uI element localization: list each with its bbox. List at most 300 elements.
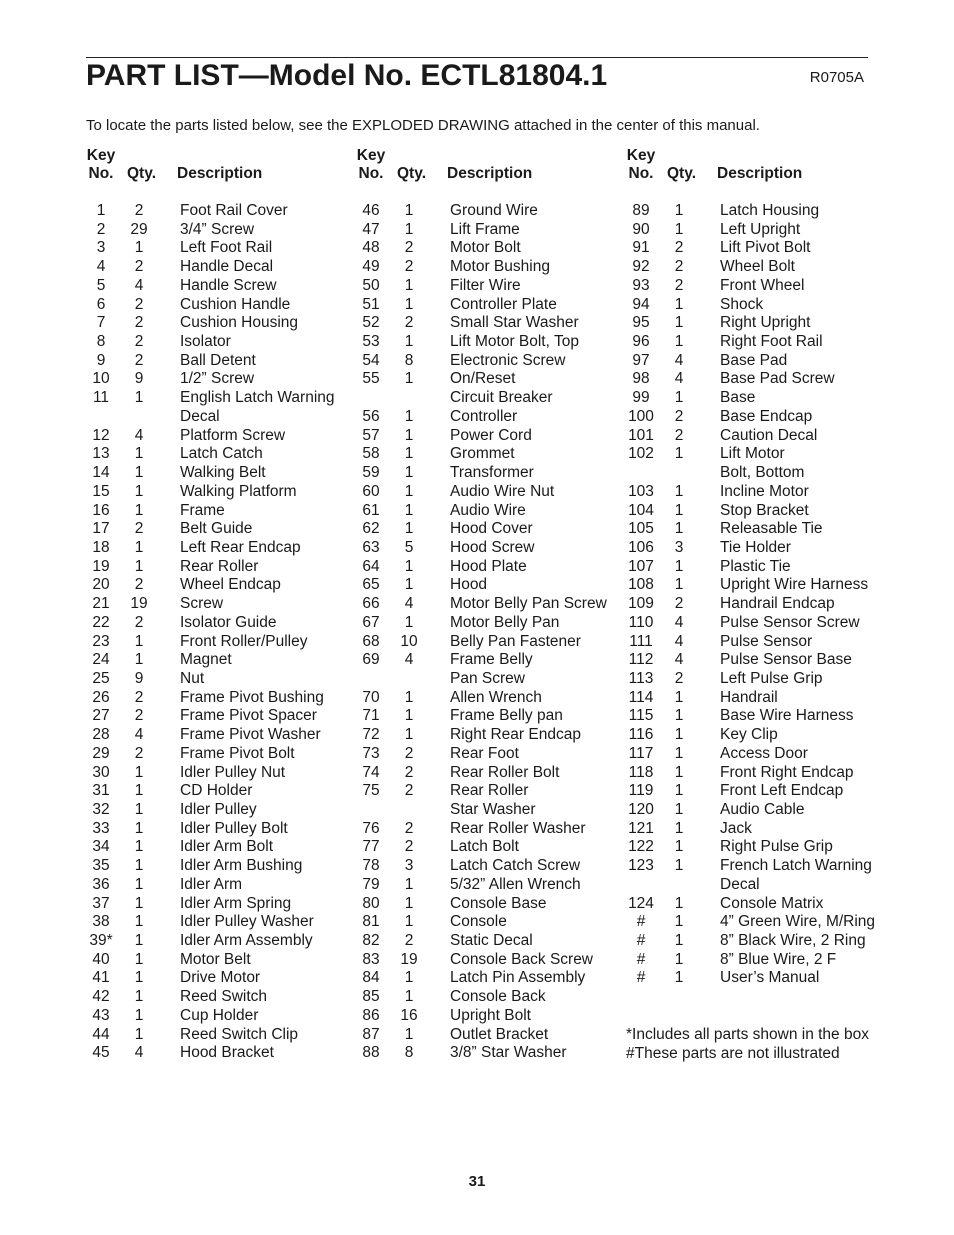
part-key: # (636, 950, 646, 968)
list-item (626, 633, 906, 652)
part-key: 30 (92, 763, 110, 781)
part-key: 79 (362, 875, 380, 893)
list-item (356, 502, 636, 521)
part-description: Idler Arm Bushing (180, 857, 303, 875)
part-description: Hood Cover (450, 520, 533, 538)
part-qty: 1 (674, 314, 684, 332)
part-qty: 2 (134, 295, 144, 313)
part-key: 47 (362, 220, 380, 238)
list-item (356, 651, 636, 670)
part-qty: 19 (400, 950, 418, 968)
list-item (86, 296, 366, 315)
part-key: 68 (362, 632, 380, 650)
part-qty: 1 (674, 819, 684, 837)
part-qty: 1 (674, 501, 684, 519)
part-description: Lift Motor Bolt, Top (450, 333, 579, 351)
part-key: 42 (92, 988, 110, 1006)
part-key: # (636, 913, 646, 931)
part-description: 8” Blue Wire, 2 F (720, 950, 837, 968)
part-description: Front Wheel (720, 276, 805, 294)
list-item (86, 352, 366, 371)
part-qty: 1 (404, 426, 414, 444)
part-description: Frame Belly pan (450, 707, 563, 725)
part-description: Grommet (450, 445, 515, 463)
list-item (626, 651, 906, 670)
part-key: 55 (362, 370, 380, 388)
part-qty: 1 (134, 838, 144, 856)
parts-column-1 (86, 147, 366, 1062)
part-key: 49 (362, 258, 380, 276)
part-qty: 1 (674, 744, 684, 762)
part-description: Star Washer (450, 801, 536, 818)
part-description: Console Matrix (720, 894, 824, 912)
part-key: 92 (632, 258, 650, 276)
part-qty: 2 (134, 202, 144, 219)
list-item (626, 352, 906, 371)
description-header: Description (177, 165, 263, 182)
part-key: 90 (632, 220, 650, 238)
part-description: 5/32” Allen Wrench (450, 875, 581, 893)
part-qty: 1 (674, 969, 684, 987)
list-item (356, 633, 636, 652)
part-qty: 1 (404, 520, 414, 538)
part-qty: 4 (404, 651, 414, 669)
part-description: Latch Catch Screw (450, 857, 581, 875)
list-item (86, 314, 366, 333)
part-key: 70 (362, 688, 380, 706)
part-description: Right Pulse Grip (720, 838, 833, 856)
list-item (86, 277, 366, 296)
part-description: Static Decal (450, 932, 533, 950)
description-header: Description (717, 165, 803, 182)
list-item (86, 764, 366, 783)
part-description: Left Upright (720, 220, 801, 238)
part-qty: 1 (674, 801, 684, 818)
part-description: Idler Pulley Washer (180, 913, 314, 931)
part-description: Handrail (720, 688, 778, 706)
list-item (86, 483, 366, 502)
part-key: 17 (92, 520, 110, 538)
list-item (86, 932, 366, 951)
qty-header: Qty. (667, 165, 696, 182)
part-description: Power Cord (450, 426, 532, 444)
part-qty: 1 (404, 988, 414, 1006)
part-qty: 1 (674, 707, 684, 725)
part-key: 97 (632, 351, 650, 369)
list-item (86, 333, 366, 352)
part-key: 51 (362, 295, 380, 313)
part-key: 113 (628, 669, 654, 687)
part-qty: 1 (404, 894, 414, 912)
part-description: Left Pulse Grip (720, 669, 823, 687)
part-key: 96 (632, 333, 650, 351)
parts-column-2 (356, 147, 636, 1062)
part-qty: 2 (674, 258, 684, 276)
part-key: 94 (632, 295, 650, 313)
part-key: 82 (362, 932, 380, 950)
list-item (86, 464, 366, 483)
part-qty: 1 (134, 632, 144, 650)
part-key: 27 (92, 707, 110, 725)
list-item (626, 408, 906, 427)
list-item (86, 857, 366, 876)
part-description: Hood Bracket (180, 1044, 274, 1062)
list-item (356, 202, 636, 221)
part-qty: 9 (134, 370, 144, 388)
list-item (86, 520, 366, 539)
part-qty: 1 (674, 894, 684, 912)
list-item (86, 1044, 366, 1063)
part-key: 8 (96, 333, 106, 351)
part-qty: 4 (674, 613, 684, 631)
part-description: Wheel Bolt (720, 258, 795, 276)
part-key: 63 (362, 538, 380, 556)
part-key: 71 (362, 707, 380, 725)
list-item (86, 539, 366, 558)
part-qty: 2 (404, 258, 414, 276)
part-description: Base Wire Harness (720, 707, 854, 725)
part-qty: 2 (134, 351, 144, 369)
part-key: 91 (632, 239, 650, 257)
part-qty: 2 (404, 314, 414, 332)
list-item (86, 745, 366, 764)
list-item (86, 202, 366, 221)
part-key: 38 (92, 913, 110, 931)
part-key: 102 (628, 445, 654, 463)
part-key: 122 (628, 838, 654, 856)
list-item (356, 520, 636, 539)
list-item (86, 707, 366, 726)
part-qty: 2 (674, 426, 684, 444)
part-qty: 1 (404, 333, 414, 351)
part-description: Latch Pin Assembly (450, 969, 586, 987)
part-description: Audio Wire (450, 501, 526, 519)
part-description: Frame Pivot Spacer (180, 707, 317, 725)
part-key: 39* (89, 932, 113, 950)
list-item (356, 576, 636, 595)
list-item (356, 969, 636, 988)
list-item (626, 221, 906, 240)
part-key: 37 (92, 894, 110, 912)
list-item (356, 782, 636, 801)
part-qty: 29 (130, 220, 148, 238)
part-qty: 2 (404, 239, 414, 257)
key-header-line1: Key (356, 147, 386, 164)
part-qty: 1 (674, 932, 684, 950)
part-key: # (636, 932, 646, 950)
part-key: 56 (362, 407, 380, 425)
key-header-line2: No. (628, 165, 654, 182)
part-key: 123 (628, 857, 654, 875)
part-key: 85 (362, 988, 380, 1006)
part-description: French Latch Warning (720, 857, 872, 875)
part-description: Front Left Endcap (720, 782, 844, 800)
part-key: 32 (92, 801, 110, 818)
part-description: Stop Bracket (720, 501, 809, 519)
part-key: 52 (362, 314, 380, 332)
part-key: 104 (628, 501, 654, 519)
part-description: English Latch Warning (180, 389, 335, 407)
list-item (626, 670, 906, 689)
part-key: 108 (628, 576, 654, 594)
part-description: Motor Bolt (450, 239, 521, 257)
part-qty: 1 (674, 782, 684, 800)
list-item (86, 614, 366, 633)
part-qty: 1 (674, 220, 684, 238)
part-description: Motor Belly Pan Screw (450, 595, 607, 613)
part-key: 48 (362, 239, 380, 257)
part-description: Key Clip (720, 726, 778, 744)
list-item (86, 221, 366, 240)
part-description: Circuit Breaker (450, 389, 553, 407)
part-key: 110 (628, 613, 654, 631)
part-qty: 2 (404, 932, 414, 950)
parts-rows (626, 202, 906, 988)
part-key: 95 (632, 314, 650, 332)
list-item (626, 464, 906, 483)
part-description: Pan Screw (450, 669, 525, 687)
list-item (356, 221, 636, 240)
part-qty: 2 (674, 407, 684, 425)
list-item (356, 427, 636, 446)
part-key: 36 (92, 875, 110, 893)
part-qty: 1 (404, 482, 414, 500)
part-qty: 4 (674, 632, 684, 650)
part-key: 21 (92, 595, 110, 613)
list-item (626, 782, 906, 801)
list-item (356, 801, 636, 820)
part-qty: 1 (674, 838, 684, 856)
part-description: Ball Detent (180, 351, 256, 369)
part-description: Right Foot Rail (720, 333, 823, 351)
part-key: 111 (629, 632, 653, 650)
part-description: Belt Guide (180, 520, 253, 538)
part-description: Controller (450, 407, 518, 425)
part-key: 14 (92, 464, 110, 482)
part-key: 4 (96, 258, 106, 276)
part-description: 4” Green Wire, M/Ring (720, 913, 876, 931)
part-description: Audio Cable (720, 801, 805, 818)
part-description: Cushion Handle (180, 295, 291, 313)
part-qty: 1 (134, 988, 144, 1006)
part-description: Left Rear Endcap (180, 538, 301, 556)
part-description: CD Holder (180, 782, 253, 800)
part-description: Decal (180, 407, 220, 425)
list-item (86, 895, 366, 914)
part-key: 118 (628, 763, 654, 781)
part-qty: 1 (404, 557, 414, 575)
part-description: Base Pad Screw (720, 370, 835, 388)
part-qty: 1 (134, 651, 144, 669)
key-header (356, 147, 386, 183)
part-key: 41 (92, 969, 110, 987)
part-key: 3 (96, 239, 106, 257)
part-key: 81 (362, 913, 380, 931)
list-item (86, 838, 366, 857)
list-item (86, 876, 366, 895)
list-item (626, 969, 906, 988)
part-key: 1 (96, 202, 106, 219)
part-key: 19 (92, 557, 110, 575)
part-description: Pulse Sensor Screw (720, 613, 860, 631)
part-key: 50 (362, 276, 380, 294)
part-qty: 1 (134, 913, 144, 931)
part-description: 3/8” Star Washer (450, 1044, 567, 1062)
part-key: 72 (362, 726, 380, 744)
part-description: Controller Plate (450, 295, 557, 313)
intro-text: To locate the parts listed below, see the EXPLODED DRAWING attached in the center of this manual. (86, 117, 760, 134)
part-qty: 1 (134, 239, 144, 257)
key-header-line2: No. (88, 165, 114, 182)
list-item (86, 576, 366, 595)
part-qty: 1 (404, 501, 414, 519)
list-item (356, 558, 636, 577)
part-qty: 8 (404, 1044, 414, 1062)
part-key: 112 (628, 651, 654, 669)
part-qty: 2 (404, 819, 414, 837)
part-description: On/Reset (450, 370, 516, 388)
part-key: 20 (92, 576, 110, 594)
list-item (626, 333, 906, 352)
column-header (626, 147, 906, 184)
part-qty: 2 (674, 595, 684, 613)
list-item (626, 202, 906, 221)
part-key: 34 (92, 838, 110, 856)
list-item (86, 502, 366, 521)
part-key: 59 (362, 464, 380, 482)
part-description: Wheel Endcap (180, 576, 281, 594)
list-item (626, 801, 906, 820)
part-description: Handrail Endcap (720, 595, 835, 613)
part-description: Frame Pivot Bushing (180, 688, 324, 706)
part-key: 61 (362, 501, 380, 519)
part-key: 73 (362, 744, 380, 762)
list-item (626, 726, 906, 745)
part-qty: 1 (404, 613, 414, 631)
list-item (356, 988, 636, 1007)
part-key: 46 (362, 202, 380, 219)
part-qty: 2 (134, 613, 144, 631)
part-qty: 1 (134, 538, 144, 556)
part-description: Frame Pivot Bolt (180, 744, 295, 762)
part-qty: 1 (404, 276, 414, 294)
part-qty: 1 (404, 220, 414, 238)
part-key: 83 (362, 950, 380, 968)
part-qty: 1 (404, 913, 414, 931)
part-description: Hood Plate (450, 557, 527, 575)
part-description: 1/2” Screw (180, 370, 255, 388)
part-qty: 1 (404, 688, 414, 706)
part-qty: 2 (134, 333, 144, 351)
list-item (626, 427, 906, 446)
list-item (356, 689, 636, 708)
part-qty: 2 (134, 707, 144, 725)
part-key: 76 (362, 819, 380, 837)
list-item (626, 389, 906, 408)
part-qty: 1 (674, 333, 684, 351)
list-item (356, 239, 636, 258)
part-key: 57 (362, 426, 380, 444)
part-description: Frame (180, 501, 225, 519)
part-qty: 1 (674, 688, 684, 706)
list-item (86, 782, 366, 801)
list-item (626, 370, 906, 389)
part-description: Base (720, 389, 756, 407)
part-key: 78 (362, 857, 380, 875)
part-key: 44 (92, 1025, 110, 1043)
list-item (356, 333, 636, 352)
part-key: 69 (362, 651, 380, 669)
part-key: 2 (96, 220, 106, 238)
part-qty: 4 (674, 370, 684, 388)
part-qty: 1 (134, 950, 144, 968)
part-qty: 1 (674, 445, 684, 463)
part-description: Lift Pivot Bolt (720, 239, 811, 257)
part-key: 10 (92, 370, 110, 388)
part-description: Walking Platform (180, 482, 297, 500)
part-qty: 1 (134, 894, 144, 912)
list-item (356, 895, 636, 914)
part-qty: 1 (134, 557, 144, 575)
list-item (626, 951, 906, 970)
part-description: Rear Roller Washer (450, 819, 586, 837)
part-description: Latch Catch (180, 445, 263, 463)
part-description: Screw (180, 595, 224, 613)
part-description: Base Endcap (720, 407, 813, 425)
part-description: Releasable Tie (720, 520, 823, 538)
list-item (356, 277, 636, 296)
part-description: 8” Black Wire, 2 Ring (720, 932, 866, 950)
list-item (356, 932, 636, 951)
part-description: Nut (180, 669, 205, 687)
list-item (356, 464, 636, 483)
part-description: Allen Wrench (450, 688, 542, 706)
part-description: 3/4” Screw (180, 220, 255, 238)
list-item (626, 614, 906, 633)
list-item (626, 296, 906, 315)
part-qty: 1 (404, 464, 414, 482)
part-qty: 1 (134, 501, 144, 519)
list-item (356, 1026, 636, 1045)
part-qty: 4 (674, 351, 684, 369)
column-header (356, 147, 636, 184)
key-header-line1: Key (86, 147, 116, 164)
part-description: Access Door (720, 744, 808, 762)
list-item (86, 633, 366, 652)
part-qty: 1 (674, 482, 684, 500)
part-key: 40 (92, 950, 110, 968)
part-qty: 5 (404, 538, 414, 556)
list-item (86, 670, 366, 689)
part-key: 45 (92, 1044, 110, 1062)
part-description: Idler Arm Assembly (180, 932, 313, 950)
part-qty: 1 (404, 707, 414, 725)
list-item (626, 258, 906, 277)
part-key: 101 (628, 426, 654, 444)
part-qty: 2 (674, 239, 684, 257)
list-item (86, 389, 366, 408)
part-description: Audio Wire Nut (450, 482, 555, 500)
part-description: Hood (450, 576, 488, 594)
part-key: 53 (362, 333, 380, 351)
part-description: Caution Decal (720, 426, 818, 444)
part-key: 124 (628, 894, 654, 912)
part-qty: 1 (134, 763, 144, 781)
part-qty: 2 (134, 520, 144, 538)
list-item (356, 764, 636, 783)
list-item (626, 838, 906, 857)
footnote-hash: #These parts are not illustrated (626, 1044, 840, 1062)
